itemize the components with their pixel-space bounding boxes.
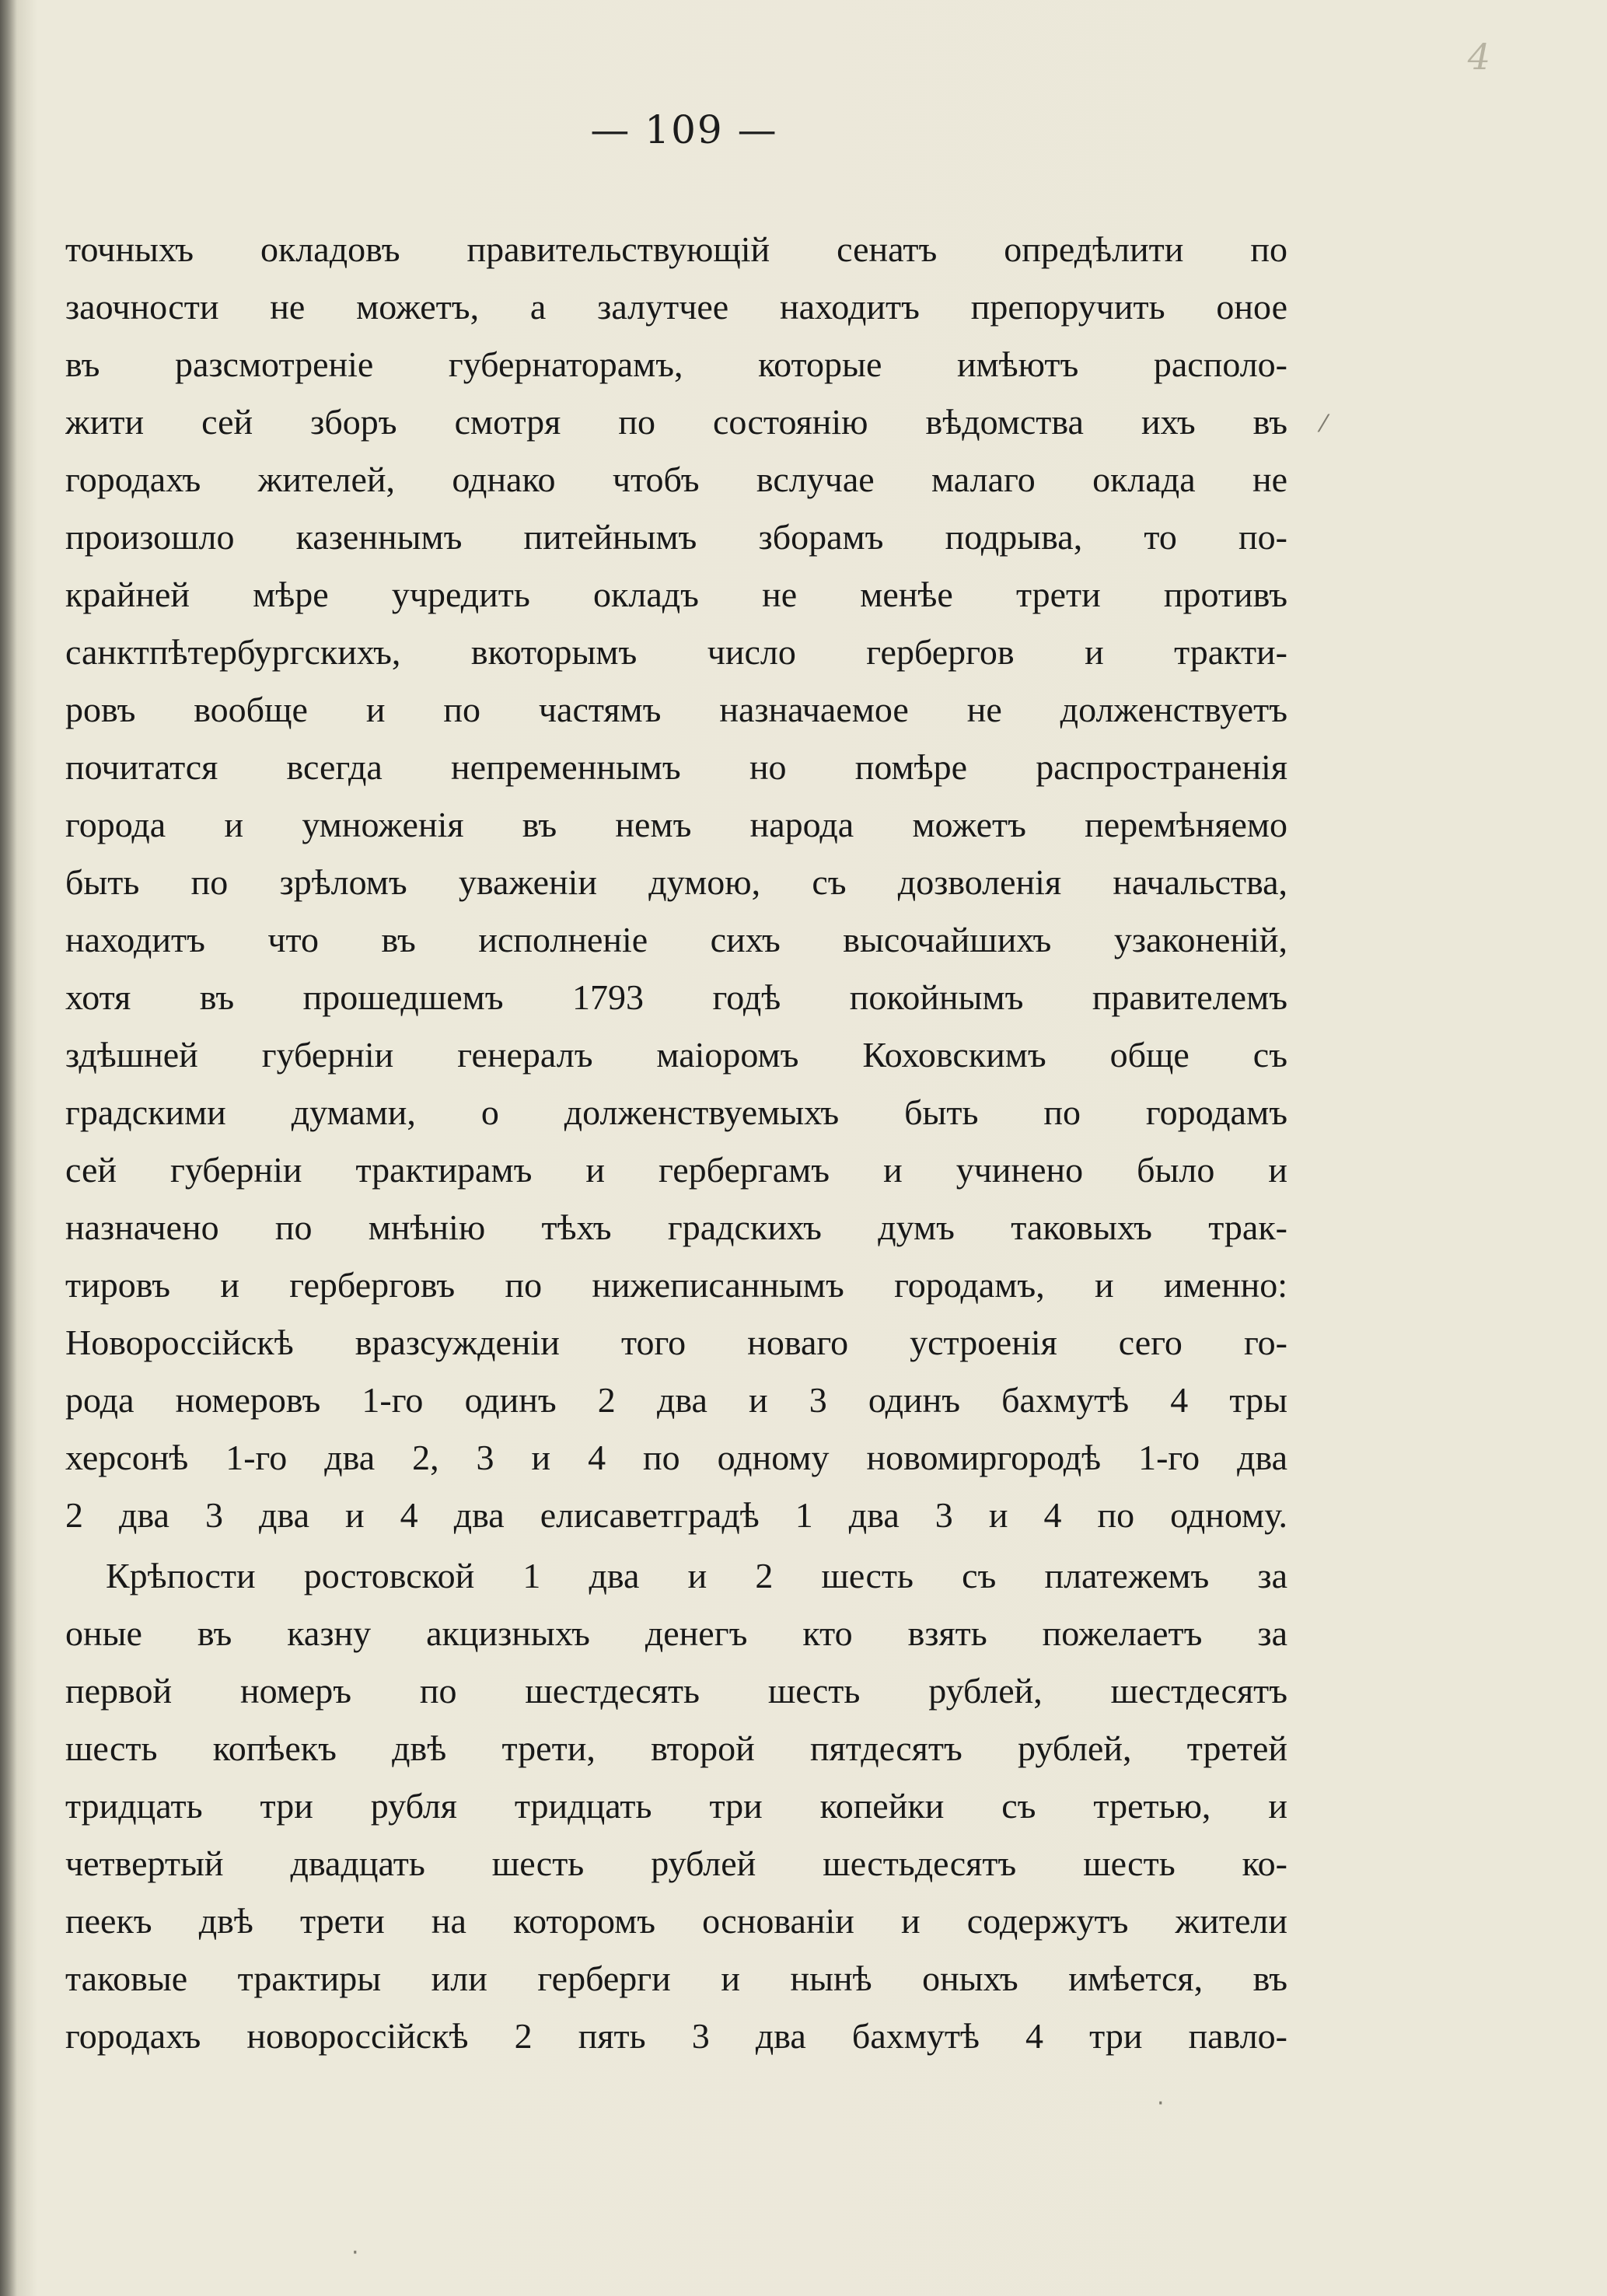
text-line: оные въ казну акцизныхъ денегъ кто взять пожелаетъ за — [65, 1613, 1287, 1653]
text-line: шесть копѣекъ двѣ трети, второй пятдесятъ рублей, третей — [65, 1728, 1287, 1768]
text-line: градскими думами, о долженствуемыхъ быть по городамъ — [65, 1092, 1287, 1132]
text-line: ровъ вообще и по частямъ назначаемое не долженствуетъ — [65, 690, 1287, 729]
text-line: Новороссійскѣ вразсужденіи того новаго устроенія сего го- — [65, 1323, 1287, 1362]
text-line: тридцать три рубля тридцать три копейки съ третью, и — [65, 1786, 1287, 1826]
margin-stray-mark: ⁄ — [1322, 411, 1326, 438]
body-text — [65, 221, 1287, 2065]
stray-ink-dot: · — [1157, 2090, 1165, 2117]
text-line: первой номеръ по шестдесять шесть рублей, шестдесятъ — [65, 1671, 1287, 1711]
corner-pencil-mark: 4 — [1467, 36, 1490, 78]
text-line: произошло казеннымъ питейнымъ зборамъ подрыва, то по- — [65, 517, 1287, 557]
text-line: санктпѣтербургскихъ, вкоторымъ число гербергов и тракти- — [65, 632, 1287, 672]
text-line: назначено по мнѣнію тѣхъ градскихъ думъ таковыхъ трак- — [65, 1207, 1287, 1247]
text-line: въ разсмотреніе губернаторамъ, которые имѣютъ располо- — [65, 344, 1287, 384]
text-line: таковые трактиры или герберги и нынѣ оныхъ имѣется, въ — [65, 1959, 1287, 1998]
page-number: — 109 — — [590, 107, 778, 152]
text-line: рода номеровъ 1-го одинъ 2 два и 3 одинъ бахмутѣ 4 тры — [65, 1380, 1287, 1420]
text-line: здѣшней губерніи генералъ маіоромъ Коховскимъ обще съ — [65, 1035, 1287, 1075]
text-line: городахъ жителей, однако чтобъ вслучае малаго оклада не — [65, 460, 1287, 499]
text-line: херсонѣ 1-го два 2, 3 и 4 по одному новомиргородѣ 1-го два — [65, 1438, 1287, 1477]
text-line: точныхъ окладовъ правительствующій сенатъ опредѣлити по — [65, 229, 1287, 269]
text-line: находитъ что въ исполненіе сихъ высочайшихъ узаконеній, — [65, 920, 1287, 959]
text-line: быть по зрѣломъ уваженіи думою, съ дозволенія начальства, — [65, 862, 1287, 902]
text-line: почитатся всегда непременнымъ но помѣре распространенія — [65, 747, 1287, 787]
text-line: заочности не можетъ, а залутчее находитъ препоручить оное — [65, 287, 1287, 327]
text-line: жити сей зборъ смотря по состоянію вѣдомства ихъ въ — [65, 402, 1287, 442]
text-line: пеекъ двѣ трети на которомъ основаніи и содержутъ жители — [65, 1901, 1287, 1941]
text-line: тировъ и герберговъ по нижеписаннымъ городамъ, и именно: — [65, 1265, 1287, 1305]
text-line: крайней мѣре учредить окладъ не менѣе трети противъ — [65, 575, 1287, 614]
text-line: хотя въ прошедшемъ 1793 годѣ покойнымъ правителемъ — [65, 977, 1287, 1017]
text-line: четвертый двадцать шесть рублей шестьдесятъ шесть ко- — [65, 1843, 1287, 1883]
stray-ink-dot: · — [351, 2239, 359, 2266]
text-line: сей губерніи трактирамъ и гербергамъ и учинено было и — [65, 1150, 1287, 1190]
text-line: городахъ новороссійскѣ 2 пять 3 два бахмутѣ 4 три павло- — [65, 2016, 1287, 2056]
text-line: города и умноженія въ немъ народа можетъ перемѣняемо — [65, 805, 1287, 844]
text-line: Крѣпости ростовской 1 два и 2 шесть съ платежемъ за — [106, 1556, 1287, 1595]
paragraph-1 — [65, 221, 1287, 1544]
text-line: 2 два 3 два и 4 два елисаветградѣ 1 два 3 и 4 по одному. — [65, 1495, 1287, 1535]
paragraph-2 — [65, 1547, 1287, 2065]
